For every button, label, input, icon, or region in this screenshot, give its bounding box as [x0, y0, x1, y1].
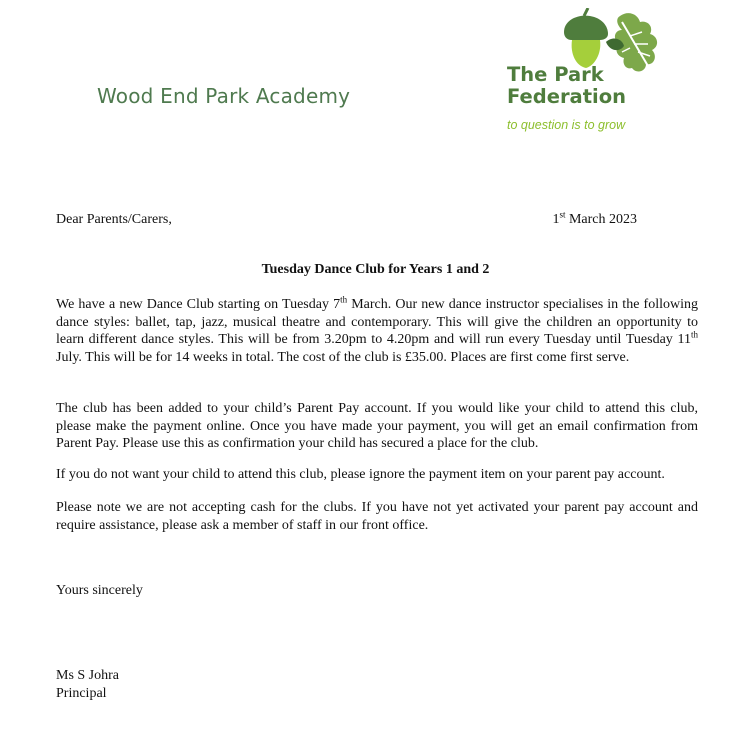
p1-sup-b: th [690, 329, 698, 340]
paragraph-parent-pay: The club has been added to your child’s Parent Pay account. If you would like your child to attend this club, please make the payment online. Once you have made your payment, you will get an email confirmation from Parent Pay. Please use this as confirmation your child has secured a place for the club. [56, 401, 698, 451]
federation-tagline: to question is to grow [507, 118, 626, 132]
signature-block [56, 667, 119, 702]
salutation: Dear Parents/Carers, [56, 212, 172, 227]
signer-name: Ms S Johra [56, 668, 120, 683]
school-name: Wood End Park Academy [97, 84, 351, 108]
signer-title: Principal [56, 685, 107, 701]
letter-date [552, 209, 637, 228]
paragraph-no-cash: Please note we are not accepting cash for the clubs. If you have not yet activated your parent pay account and require assistance, please ask a member of staff in our front office. [56, 500, 698, 533]
date-day: 1 [552, 212, 560, 227]
paragraph-dance-club-details [56, 296, 698, 366]
federation-logo [500, 8, 680, 138]
date-rest: March 2023 [565, 212, 637, 227]
closing: Yours sincerely [56, 583, 143, 598]
federation-name-line2: Federation [507, 85, 626, 108]
p1-sup-a: th [340, 294, 348, 305]
date-suffix: st [559, 209, 566, 220]
p1-text-b: March. Our new dance instructor specialises in the following dance styles: ballet, tap, jazz, musical theatre and contemporary. This will give the children an opportunity to learn different dance styles. This will be from 3.20pm to 4.20pm and will run every Tuesday until Tuesday 11 [56, 297, 698, 347]
p1-text-c: July. This will be for 14 weeks in total. The cost of the club is £35.00. Places are first come first serve. [56, 349, 630, 365]
p1-text-a: We have a new Dance Club starting on Tuesday 7 [56, 297, 341, 312]
federation-name-line1: The Park [507, 63, 604, 86]
paragraph-opt-out: If you do not want your child to attend this club, please ignore the payment item on your parent pay account. [56, 467, 665, 482]
letter-title: Tuesday Dance Club for Years 1 and 2 [261, 262, 490, 277]
